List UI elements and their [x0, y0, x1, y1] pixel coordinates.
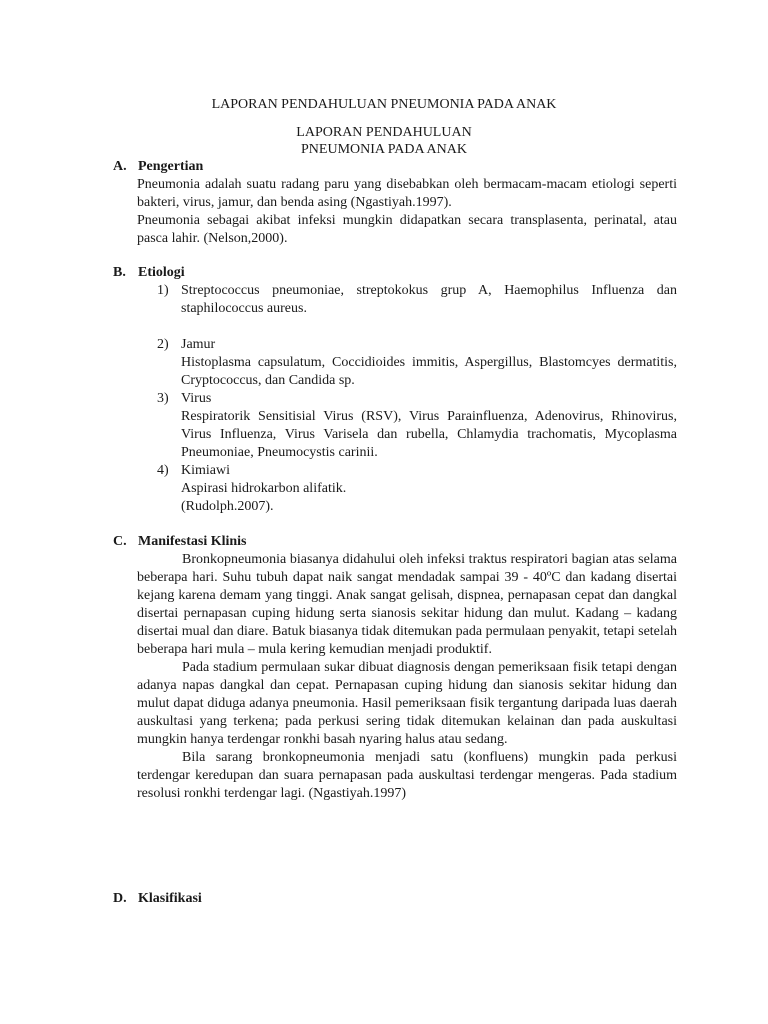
section-c-paragraph-3: Bila sarang bronkopneumonia menjadi satu (konfluens) mungkin pada perkusi terdengar keredupan dan suara pernapasan pada auskultasi terdengar mengeras. Pada stadium resolusi ronkhi terdengar lagi. (Ngastiyah.1997)	[137, 750, 677, 801]
section-a-paragraph-2: Pneumonia sebagai akibat infeksi mungkin didapatkan secara transplasenta, perinatal, atau pasca lahir. (Nelson,2000).	[137, 213, 677, 246]
section-d-heading	[113, 890, 202, 908]
section-b-letter: B.	[113, 265, 126, 280]
section-d-letter: D.	[113, 891, 127, 906]
etiologi-item-title: Jamur	[181, 337, 216, 352]
etiologi-item-number: 1)	[157, 283, 169, 298]
heading-line-1: LAPORAN PENDAHULUAN	[296, 125, 472, 140]
etiologi-item-title: Virus	[181, 391, 212, 406]
etiologi-item	[157, 462, 677, 516]
section-a-letter: A.	[113, 159, 127, 174]
etiologi-item-text: Aspirasi hidrokarbon alifatik.	[181, 481, 347, 496]
heading-line-2: PNEUMONIA PADA ANAK	[301, 142, 467, 157]
section-a-title: Pengertian	[138, 159, 204, 174]
section-c-heading	[113, 533, 247, 551]
etiologi-item-title: Kimiawi	[181, 463, 230, 478]
etiologi-item-number: 2)	[157, 337, 169, 352]
etiologi-item	[157, 336, 677, 390]
etiologi-item-number: 3)	[157, 391, 169, 406]
etiologi-item-text: Streptococcus pneumoniae, streptokokus grup A, Haemophilus Influenza dan staphilococcus aureus.	[181, 283, 677, 316]
section-a-heading	[113, 158, 203, 176]
etiologi-item-text: Respiratorik Sensitisial Virus (RSV), Virus Parainfluenza, Adenovirus, Rhinovirus, Virus Influenza, Virus Varisela dan rubella, Chlamydia trachomatis, Mycoplasma Pneumoniae, Pneumocystis carinii.	[181, 409, 677, 460]
etiologi-item-citation: (Rudolph.2007).	[181, 499, 274, 514]
document-title: LAPORAN PENDAHULUAN PNEUMONIA PADA ANAK	[211, 97, 557, 112]
section-b-heading	[113, 264, 185, 282]
section-b-title: Etiologi	[138, 265, 185, 280]
etiologi-item-text: Histoplasma capsulatum, Coccidioides immitis, Aspergillus, Blastomcyes dermatitis, Cryptococcus, dan Candida sp.	[181, 355, 677, 388]
section-c-body	[137, 551, 677, 803]
etiologi-item	[157, 282, 677, 318]
etiologi-item	[157, 390, 677, 462]
section-c-paragraph-2: Pada stadium permulaan sukar dibuat diagnosis dengan pemeriksaan fisik tetapi dengan adanya napas dangkal dan cepat. Pernapasan cuping hidung dan sianosis sekitar hidung dan mulut dapat diduga adanya pneumonia. Hasil pemeriksaan fisik tergantung daripada luas daerah auskultasi yang terkena; pada perkusi sering tidak ditemukan kelainan dan pada auskultasi mungkin hanya terdengar ronkhi basah nyaring halus atau sedang.	[137, 660, 677, 747]
etiologi-item-number: 4)	[157, 463, 169, 478]
section-d-title: Klasifikasi	[138, 891, 202, 906]
section-c-paragraph-1: Bronkopneumonia biasanya didahului oleh infeksi traktus respiratori bagian atas selama beberapa hari. Suhu tubuh dapat naik sangat mendadak sampai 39 - 40ºC dan kadang disertai kejang karena demam yang tinggi. Anak sangat gelisah, dispnea, pernapasan cepat dan dangkal disertai pernapasan cuping hidung serta sianosis sekitar hidung dan mulut. Kadang – kadang disertai mual dan diare. Batuk biasanya tidak ditemukan pada permulaan penyakit, tetapi setelah beberapa hari mula – mula kering kemudian menjadi produktif.	[137, 552, 677, 657]
section-c-letter: C.	[113, 534, 127, 549]
section-a-body	[137, 176, 677, 248]
section-c-title: Manifestasi Klinis	[138, 534, 247, 549]
section-a-paragraph-1: Pneumonia adalah suatu radang paru yang disebabkan oleh bermacam-macam etiologi seperti bakteri, virus, jamur, dan benda asing (Ngastiyah.1997).	[137, 177, 677, 210]
